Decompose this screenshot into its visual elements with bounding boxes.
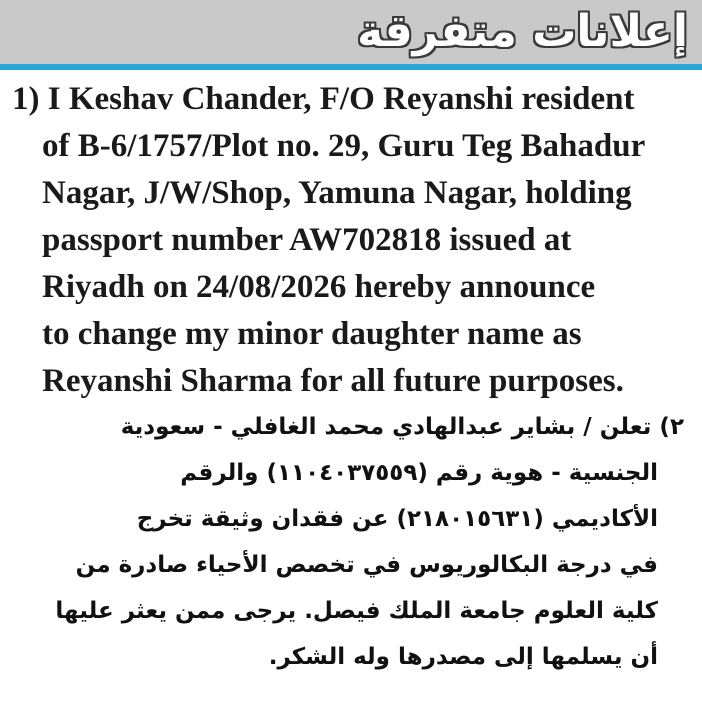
section-header [0,0,702,64]
arabic-notice [12,404,684,680]
notice-line: الجنسية - هوية رقم (١١٠٤٠٣٧٥٥٩) والرقم [180,460,658,486]
english-notice [12,76,692,405]
notice-line: Nagar, J/W/Shop, Yamuna Nagar, holding [42,175,632,211]
notice-line: 1) I Keshav Chander, F/O Reyanshi resident [12,81,635,117]
notice-line: Riyadh on 24/08/2026 hereby announce [42,269,596,305]
notice-line: الأكاديمي (٢١٨٠١٥٦٣١) عن فقدان وثيقة تخرج [136,506,658,532]
notice-line: to change my minor daughter name as [42,316,582,352]
notice-line: of B-6/1757/Plot no. 29, Guru Teg Bahadur [42,128,646,164]
section-title: إعلانات متفرقة [357,6,688,57]
notice-line: ٢) تعلن / بشاير عبدالهادي محمد الغافلي - سعودية [120,414,684,440]
notice-line: passport number AW702818 issued at [42,222,572,258]
header-divider [0,64,702,70]
notice-line: كلية العلوم جامعة الملك فيصل. يرجى ممن يعثر عليها [55,598,658,624]
notice-line: في درجة البكالوريوس في تخصص الأحياء صادرة من [75,552,658,578]
notice-line: أن يسلمها إلى مصدرها وله الشكر. [268,644,658,670]
notice-line: Reyanshi Sharma for all future purposes. [42,363,624,399]
